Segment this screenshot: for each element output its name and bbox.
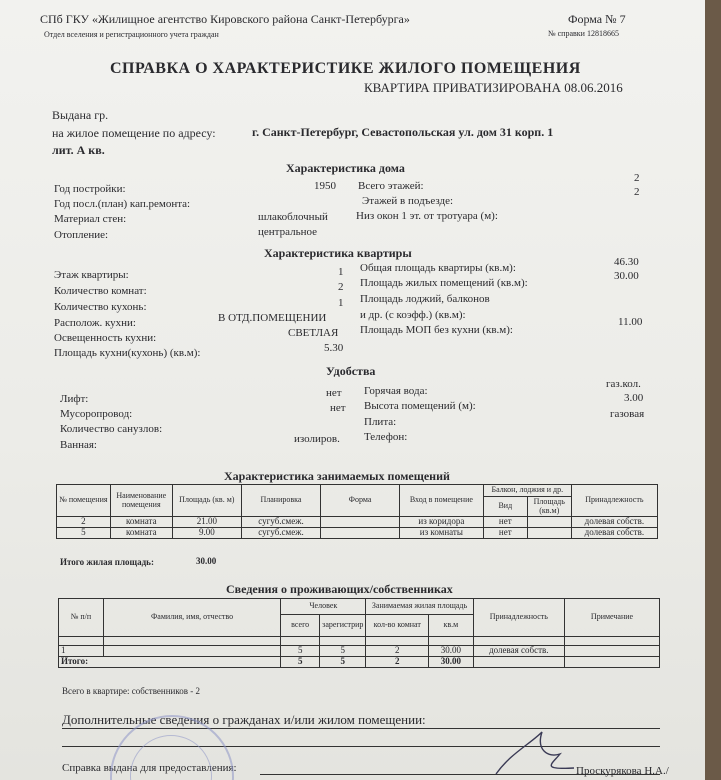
- table-row: [59, 637, 660, 646]
- organization-name: СПб ГКУ «Жилищное агентство Кировского района Санкт-Петербурга»: [40, 12, 410, 26]
- mop-area-label: Площадь МОП без кухни (кв.м):: [360, 324, 513, 336]
- cell-sqm: 30.00: [429, 646, 474, 657]
- col-header-entry: Вход в помещение: [399, 485, 483, 517]
- certificate-number: № справки 12818665: [548, 29, 619, 38]
- cell-num: 2: [57, 517, 111, 528]
- residents-footnote: Всего в квартире: собственников - 2: [62, 686, 200, 696]
- col-header-name: Наименование помещения: [110, 485, 172, 517]
- stove-label: Плита:: [364, 416, 397, 428]
- table-row: [57, 517, 658, 528]
- cell-name: комната: [110, 528, 172, 539]
- cell-entry: из комнаты: [399, 528, 483, 539]
- signer-name: Проскурякова Н.А./: [576, 765, 669, 777]
- cell-form: [321, 517, 400, 528]
- col-header-sqm: кв.м: [429, 615, 474, 637]
- entrance-floors-value: 2: [634, 186, 640, 198]
- col-header-balcony: Балкон, лоджия и др.: [483, 485, 571, 497]
- loggia-label-2: и др. (с коэфф.) (кв.м):: [360, 309, 466, 321]
- rooms-label: Количество комнат:: [54, 285, 147, 297]
- cell-entry: из коридора: [399, 517, 483, 528]
- col-header-note: Примечание: [565, 599, 660, 637]
- department-name: Отдел вселения и регистрационного учета граждан: [44, 30, 219, 39]
- cell-balcony-kind: нет: [483, 528, 527, 539]
- cell-layout: сугуб.смеж.: [241, 517, 320, 528]
- cell-owner: долевая собств.: [473, 646, 564, 657]
- lift-label: Лифт:: [60, 393, 89, 405]
- col-header-occupied: Занимаемая жилая площадь: [366, 599, 473, 615]
- cell-area: 21.00: [172, 517, 241, 528]
- stove-value: газовая: [610, 408, 645, 420]
- col-header-total: всего: [281, 615, 320, 637]
- floor-label: Этаж квартиры:: [54, 269, 129, 281]
- additional-info-label: Дополнительные сведения о гражданах и/или жилом помещении:: [62, 712, 426, 727]
- total-registered: 5: [320, 657, 366, 668]
- issued-for-label: Справка выдана для предоставления:: [62, 762, 237, 774]
- heating-label: Отопление:: [54, 229, 109, 241]
- cell-name: комната: [110, 517, 172, 528]
- rooms-table-heading: Характеристика занимаемых помещений: [224, 469, 450, 483]
- cell-form: [321, 528, 400, 539]
- col-header-form: Форма: [321, 485, 400, 517]
- total-area-label: Общая площадь квартиры (кв.м):: [360, 262, 516, 274]
- floor-value: 1: [338, 266, 344, 278]
- col-header-layout: Планировка: [241, 485, 320, 517]
- cell-fio: [103, 646, 280, 657]
- col-header-owner: Принадлежность: [571, 485, 657, 517]
- cell-num: 1: [59, 646, 104, 657]
- kitchen-location-value: В ОТД.ПОМЕЩЕНИИ: [218, 312, 327, 324]
- bathroom-label: Ванная:: [60, 439, 97, 451]
- lift-value: нет: [326, 387, 342, 399]
- signature-mark: [490, 724, 580, 780]
- built-value: 1950: [314, 180, 336, 192]
- col-header-num: № п/п: [59, 599, 104, 637]
- bathroom-value: изолиров.: [294, 433, 340, 445]
- walls-label: Материал стен:: [54, 213, 127, 225]
- cell-area: 9.00: [172, 528, 241, 539]
- loggia-label: Площадь лоджий, балконов: [360, 293, 490, 305]
- col-header-registered: зарегистрир: [320, 615, 366, 637]
- col-header-owner: Принадлежность: [473, 599, 564, 637]
- kitchens-label: Количество кухонь:: [54, 301, 147, 313]
- ceiling-height-value: 3.00: [624, 392, 644, 404]
- total-rooms: 2: [366, 657, 429, 668]
- kitchen-light-value: СВЕТЛАЯ: [288, 327, 339, 339]
- total-people: 5: [281, 657, 320, 668]
- rooms-value: 2: [338, 281, 344, 293]
- living-area-value: 30.00: [614, 270, 639, 282]
- hot-water-value: газ.кол.: [606, 378, 641, 390]
- heating-value: центральное: [258, 226, 317, 238]
- phone-label: Телефон:: [364, 431, 408, 443]
- ceiling-height-label: Высота помещений (м):: [364, 400, 476, 412]
- cell-owner: долевая собств.: [571, 528, 657, 539]
- col-header-balcony-area: Площадь (кв.м): [527, 497, 571, 517]
- apartment-heading: Характеристика квартиры: [264, 246, 412, 260]
- document-title: СПРАВКА О ХАРАКТЕРИСТИКЕ ЖИЛОГО ПОМЕЩЕНИЯ: [110, 60, 581, 77]
- kitchen-area-label: Площадь кухни(кухонь) (кв.м):: [54, 347, 201, 359]
- col-header-area: Площадь (кв. м): [172, 485, 241, 517]
- cell-balcony-kind: нет: [483, 517, 527, 528]
- bathrooms-count-label: Количество санузлов:: [60, 423, 163, 435]
- living-area-label: Площадь жилых помещений (кв.м):: [360, 277, 528, 289]
- col-header-fio: Фамилия, имя, отчество: [103, 599, 280, 637]
- chute-value: нет: [330, 402, 346, 414]
- cell-balcony-area: [527, 517, 571, 528]
- total-sqm: 30.00: [429, 657, 474, 668]
- issued-label: Выдана гр.: [52, 108, 109, 122]
- rooms-total-label: Итого жилая площадь:: [60, 557, 154, 567]
- address-line-2: лит. А кв.: [52, 143, 105, 157]
- table-row: [59, 646, 660, 657]
- total-row: [59, 657, 660, 668]
- floors-value: 2: [634, 172, 640, 184]
- built-label: Год постройки:: [54, 183, 126, 195]
- rooms-table: [56, 484, 658, 539]
- kitchen-area-value: 5.30: [324, 342, 344, 354]
- address-line-1: г. Санкт-Петербург, Севастопольская ул. дом 31 корп. 1: [252, 125, 554, 139]
- cell-total: 5: [281, 646, 320, 657]
- table-row: [57, 528, 658, 539]
- col-header-people: Человек: [281, 599, 366, 615]
- cell-note: [565, 646, 660, 657]
- kitchen-location-label: Располож. кухни:: [54, 317, 136, 329]
- address-label: на жилое помещение по адресу:: [52, 126, 216, 140]
- floors-label: Всего этажей:: [358, 180, 424, 192]
- col-header-rooms-count: кол-во комнат: [366, 615, 429, 637]
- amenities-heading: Удобства: [326, 364, 376, 378]
- cell-rooms: 2: [366, 646, 429, 657]
- window-height-label: Низ окон 1 эт. от тротуара (м):: [356, 210, 498, 222]
- cell-balcony-area: [527, 528, 571, 539]
- total-label: Итого:: [59, 657, 281, 668]
- residents-table-heading: Сведения о проживающих/собственниках: [226, 582, 453, 596]
- cell-registered: 5: [320, 646, 366, 657]
- cell-owner: долевая собств.: [571, 517, 657, 528]
- col-header-balcony-kind: Вид: [483, 497, 527, 517]
- chute-label: Мусоропровод:: [60, 408, 133, 420]
- mop-area-value: 11.00: [618, 316, 643, 328]
- form-number: Форма № 7: [568, 12, 626, 26]
- house-heading: Характеристика дома: [286, 161, 405, 175]
- col-header-num: № помещения: [57, 485, 111, 517]
- residents-table: [58, 598, 660, 668]
- total-area-value: 46.30: [614, 256, 639, 268]
- repair-label: Год посл.(план) кап.ремонта:: [54, 198, 191, 210]
- kitchen-light-label: Освещенность кухни:: [54, 332, 157, 344]
- cell-num: 5: [57, 528, 111, 539]
- kitchens-value: 1: [338, 297, 344, 309]
- entrance-floors-label: Этажей в подъезде:: [362, 195, 454, 207]
- cell-layout: сугуб.смеж.: [241, 528, 320, 539]
- walls-value: шлакоблочный: [258, 211, 328, 223]
- privatized-status: КВАРТИРА ПРИВАТИЗИРОВАНА 08.06.2016: [364, 80, 623, 95]
- hot-water-label: Горячая вода:: [364, 385, 428, 397]
- rooms-total-value: 30.00: [196, 556, 217, 566]
